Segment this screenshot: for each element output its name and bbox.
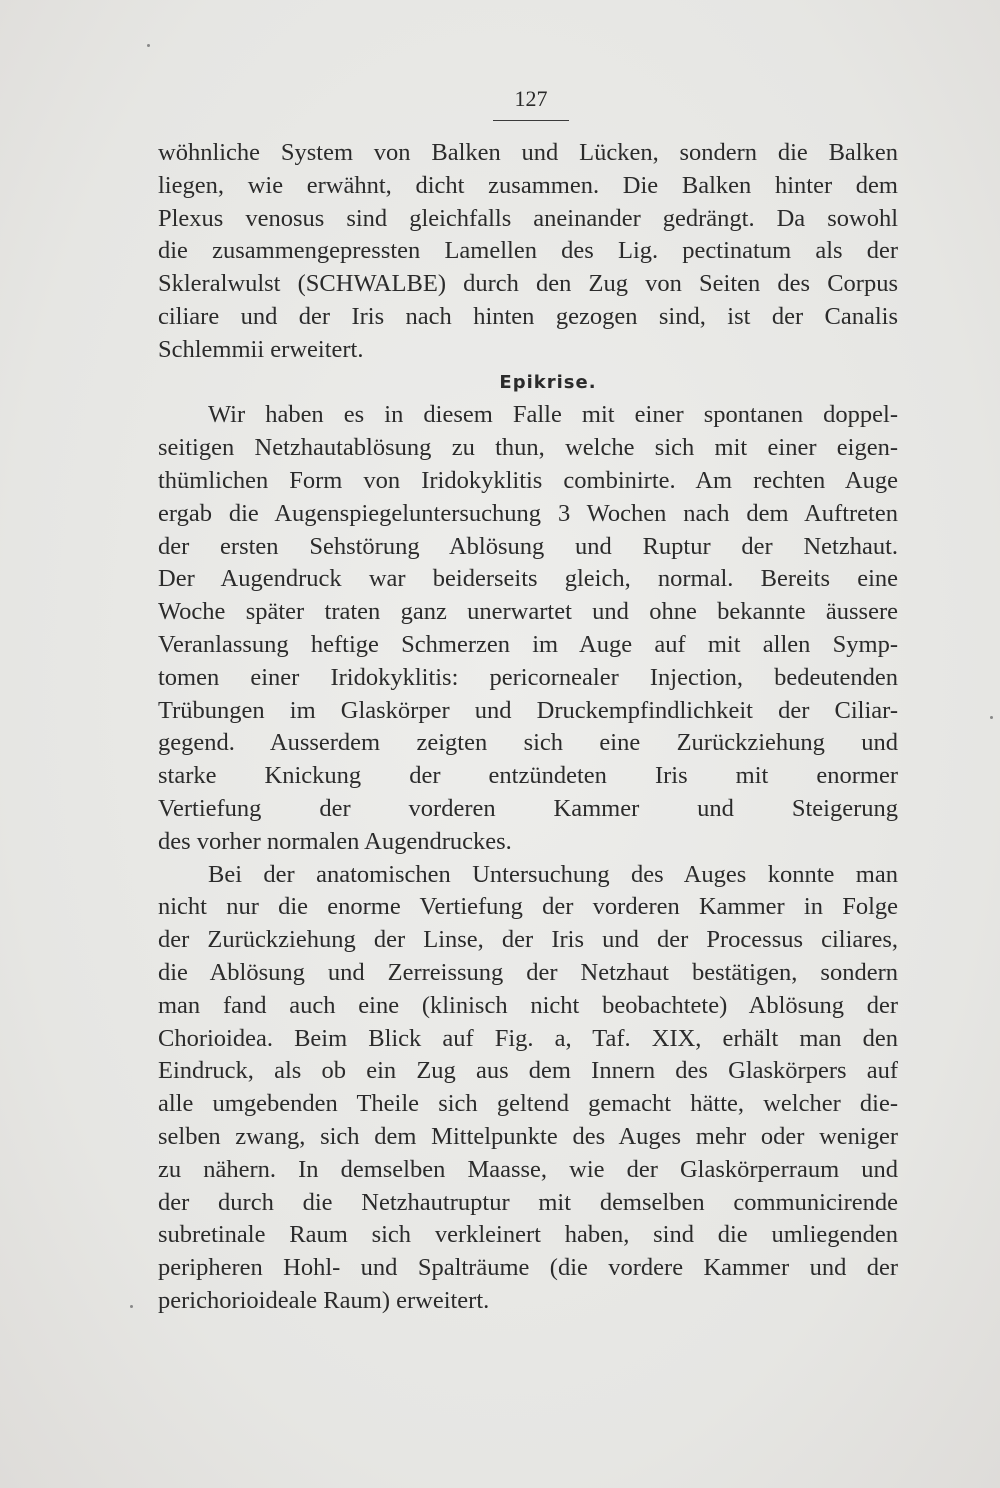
text-line: ciliare und der Iris nach hinten gezogen sind, ist der Canalis xyxy=(158,302,898,330)
text-line: der durch die Netzhautruptur mit demselben communicirende xyxy=(158,1188,898,1216)
text-line: selben zwang, sich dem Mittelpunkte des Auges mehr oder weniger xyxy=(158,1122,898,1150)
text-line: gegend. Ausserdem zeigten sich eine Zurückziehung und xyxy=(158,729,898,757)
text-line: die Ablösung und Zerreissung der Netzhaut bestätigen, sondern xyxy=(158,958,898,986)
text-line: seitigen Netzhautablösung zu thun, welche sich mit einer eigen- xyxy=(158,434,898,462)
text-line: tomen einer Iridokyklitis: pericornealer Injection, bedeutenden xyxy=(158,663,898,691)
text-line: man fand auch eine (klinisch nicht beobachtete) Ablösung der xyxy=(158,991,898,1019)
page-number-rule xyxy=(493,120,569,121)
text-line: wöhnliche System von Balken und Lücken, sondern die Balken xyxy=(158,139,898,166)
text-line: alle umgebenden Theile sich geltend gemacht hätte, welcher die- xyxy=(158,1090,898,1118)
text-line: zu nähern. In demselben Maasse, wie der Glaskörperraum und xyxy=(158,1155,898,1183)
page-number: 127 xyxy=(514,86,548,111)
text-line: Skleralwulst (SCHWALBE) durch den Zug von Seiten des Corpus xyxy=(158,270,898,298)
text-line: subretinale Raum sich verkleinert haben, sind die umliegenden xyxy=(158,1221,898,1249)
paper-speck xyxy=(990,716,993,719)
text-line: Vertiefung der vorderen Kammer und Steigerung xyxy=(158,794,898,822)
text-line: der Zurückziehung der Linse, der Iris und der Processus ciliares, xyxy=(158,926,898,954)
text-line: die zusammengepressten Lamellen des Lig. pectinatum als der xyxy=(158,237,898,265)
paper-speck xyxy=(147,44,150,47)
text-line: liegen, wie erwähnt, dicht zusammen. Die Balken hinter dem xyxy=(158,171,898,199)
text-line: Der Augendruck war beiderseits gleich, normal. Bereits eine xyxy=(158,565,898,593)
section-heading: Epikrise. xyxy=(499,371,597,393)
text-line: peripheren Hohl- und Spalträume (die vordere Kammer und der xyxy=(158,1254,898,1282)
text-line: Bei der anatomischen Untersuchung des Auges konnte man xyxy=(208,860,898,888)
text-line: Trübungen im Glaskörper und Druckempfindlichkeit der Ciliar- xyxy=(158,696,898,724)
text-line: starke Knickung der entzündeten Iris mit enormer xyxy=(158,762,898,790)
text-line: Woche später traten ganz unerwartet und ohne bekannte äussere xyxy=(158,598,898,626)
text-line: Schlemmii erweitert. xyxy=(158,335,364,363)
text-line: ergab die Augenspiegeluntersuchung 3 Wochen nach dem Auftreten xyxy=(158,499,898,527)
text-line: Plexus venosus sind gleichfalls aneinander gedrängt. Da sowohl xyxy=(158,204,898,232)
text-line: Chorioidea. Beim Blick auf Fig. a, Taf. XIX, erhält man den xyxy=(158,1024,898,1052)
text-line: nicht nur die enorme Vertiefung der vorderen Kammer in Folge xyxy=(158,893,898,921)
text-line: des vorher normalen Augendruckes. xyxy=(158,827,512,855)
body-text xyxy=(158,137,898,1318)
text-line: thümlichen Form von Iridokyklitis combinirte. Am rechten Auge xyxy=(158,466,898,494)
paper-speck xyxy=(130,1305,133,1308)
text-line: Veranlassung heftige Schmerzen im Auge auf mit allen Symp- xyxy=(158,630,898,658)
text-line: Wir haben es in diesem Falle mit einer spontanen doppel- xyxy=(208,401,898,429)
text-line: Eindruck, als ob ein Zug aus dem Innern des Glaskörpers auf xyxy=(158,1057,898,1085)
text-line: perichorioideale Raum) erweitert. xyxy=(158,1286,490,1314)
text-line: der ersten Sehstörung Ablösung und Ruptur der Netzhaut. xyxy=(158,532,898,560)
